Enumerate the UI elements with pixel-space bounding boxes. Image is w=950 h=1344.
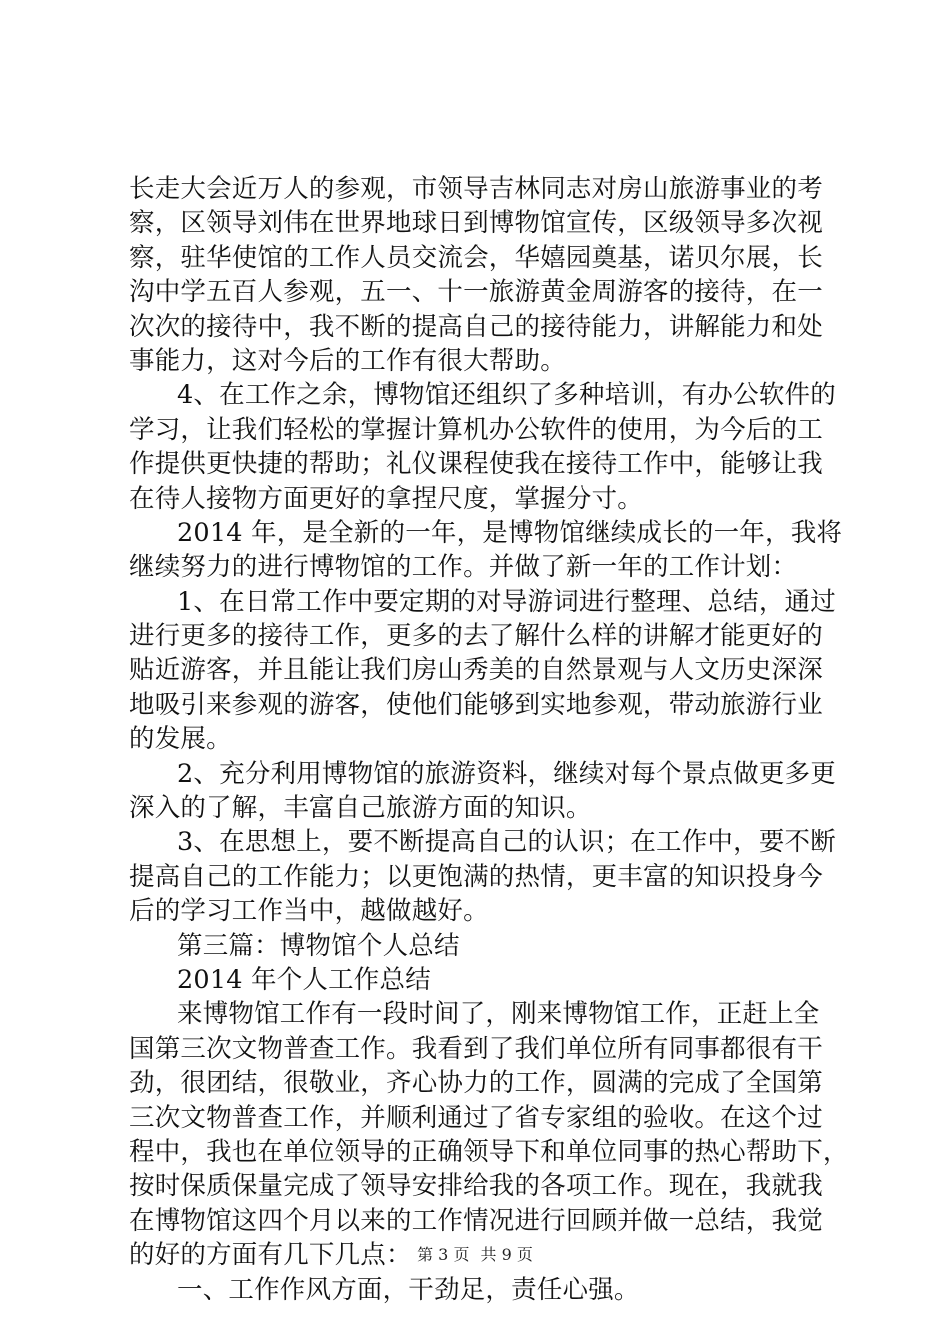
page-total: 共 9 页 — [480, 1245, 533, 1264]
text-line: 作提供更快捷的帮助；礼仪课程使我在接待工作中，能够让我 — [129, 449, 823, 480]
text-line: 进行更多的接待工作，更多的去了解什么样的讲解才能更好的 — [129, 621, 823, 652]
text-line: 事能力，这对今后的工作有很大帮助。 — [129, 345, 566, 376]
text-line: 地吸引来参观的游客，使他们能够到实地参观，带动旅游行业 — [129, 689, 823, 720]
text-line: 长走大会近万人的参观，市领导吉林同志对房山旅游事业的考 — [129, 174, 823, 204]
text-line: 察，区领导刘伟在世界地球日到博物馆宣传，区级领导多次视 — [129, 208, 823, 239]
text-line: 提高自己的工作能力；以更饱满的热情，更丰富的知识投身今 — [129, 861, 823, 892]
text-line: 按时保质保量完成了领导安排给我的各项工作。现在，我就我 — [129, 1171, 823, 1202]
text-line: 国第三次文物普查工作。我看到了我们单位所有同事都很有干 — [129, 1033, 823, 1064]
text-line: 2、充分利用博物馆的旅游资料，继续对每个景点做更多更 — [177, 758, 836, 789]
text-line: 在博物馆这四个月以来的工作情况进行回顾并做一总结，我觉 — [129, 1205, 823, 1236]
text-line: 程中，我也在单位领导的正确领导下和单位同事的热心帮助下， — [129, 1136, 849, 1167]
page-number: 第 3 页 — [417, 1245, 470, 1264]
text-line: 在待人接物方面更好的拿捏尺度，掌握分寸。 — [129, 483, 644, 514]
text-line: 1、在日常工作中要定期的对导游词进行整理、总结，通过 — [177, 586, 836, 617]
text-line: 深入的了解，丰富自己旅游方面的知识。 — [129, 793, 592, 824]
text-line: 2014 年个人工作总结 — [177, 964, 431, 995]
text-line: 2014 年，是全新的一年，是博物馆继续成长的一年，我将 — [177, 517, 843, 548]
text-line: 继续努力的进行博物馆的工作。并做了新一年的工作计划： — [129, 552, 798, 583]
text-line: 次次的接待中，我不断的提高自己的接待能力，讲解能力和处 — [129, 311, 823, 342]
text-line: 沟中学五百人参观，五一、十一旅游黄金周游客的接待，在一 — [129, 277, 823, 308]
text-line: 后的学习工作当中，越做越好。 — [129, 896, 489, 927]
document-body — [129, 172, 849, 1307]
text-line: 第三篇：博物馆个人总结 — [177, 930, 460, 961]
page-footer — [0, 1244, 950, 1266]
text-line: 三次文物普查工作，并顺利通过了省专家组的验收。在这个过 — [129, 1102, 823, 1133]
text-line: 的发展。 — [129, 724, 232, 755]
text-line: 的好的方面有几下几点： — [129, 1240, 412, 1271]
text-line: 察，驻华使馆的工作人员交流会，华嬉园奠基，诺贝尔展，长 — [129, 242, 823, 273]
text-line: 劲，很团结，很敬业，齐心协力的工作，圆满的完成了全国第 — [129, 1068, 823, 1099]
text-line: 来博物馆工作有一段时间了，刚来博物馆工作，正赶上全 — [177, 999, 820, 1030]
text-line: 贴近游客，并且能让我们房山秀美的自然景观与人文历史深深 — [129, 655, 823, 686]
text-line: 一、工作作风方面，干劲足，责任心强。 — [177, 1274, 640, 1305]
text-line: 学习，让我们轻松的掌握计算机办公软件的使用，为今后的工 — [129, 414, 823, 445]
text-line: 4、在工作之余，博物馆还组织了多种培训，有办公软件的 — [177, 380, 836, 411]
text-line: 3、在思想上，要不断提高自己的认识；在工作中，要不断 — [177, 827, 836, 858]
